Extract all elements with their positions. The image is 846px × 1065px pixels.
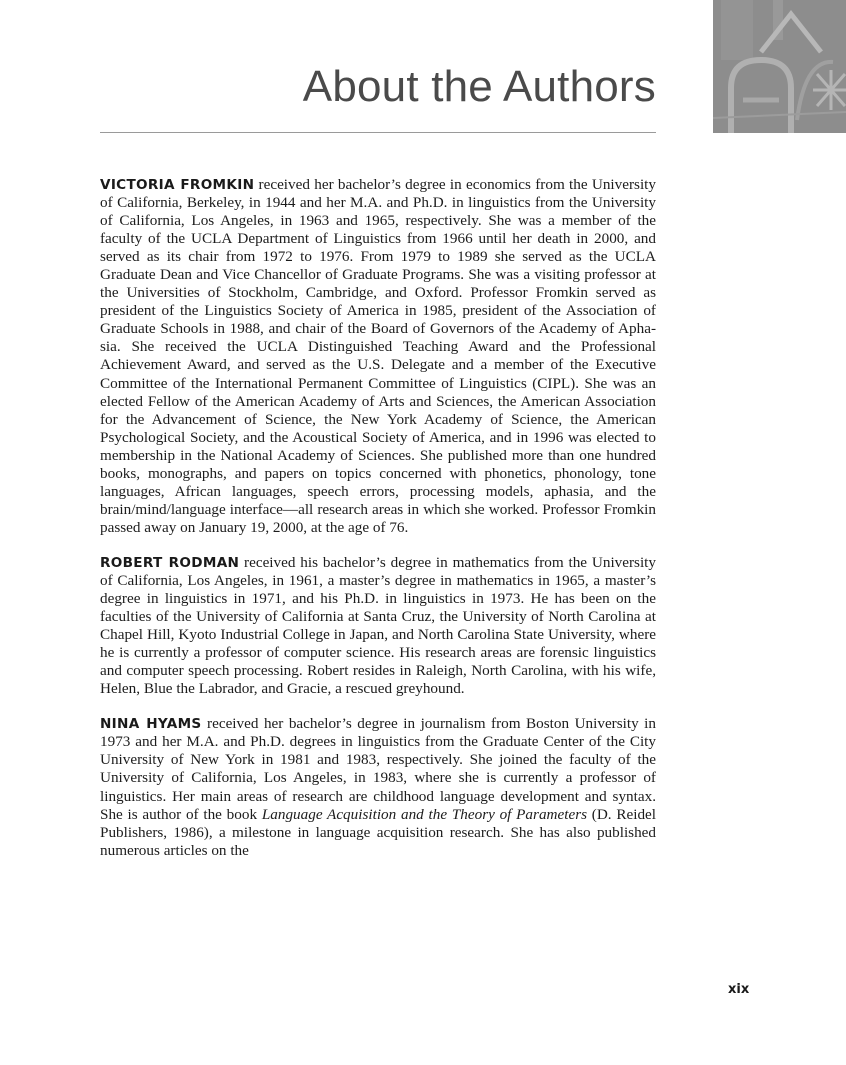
letter-collage-icon (713, 0, 846, 133)
title-divider (100, 132, 656, 133)
bio-text: received her bachelor’s degree in economics from the University of California, Berkeley, in 1944 and her M.A. and Ph.D. in linguistics from the University of California, Los Angeles, in 1963 and 1965, respectively. She was a member of the faculty of the UCLA Department of Linguistics from 1966 until her death in 2000, and served as its chair from 1972 to 1976. From 1979 to 1989 she served as the UCLA Graduate Dean and Vice Chancellor of Graduate Programs. She was a visiting professor at the Universities of Stockholm, Cambridge, and Oxford. Professor Fromkin served as president of the Linguistics Society of America in 1985, president of the Association of Graduate Schools in 1988, and chair of the Board of Governors of the Academy of Aphasia. She received the UCLA Distinguished Teaching Award and the Professional Achievement Award, and served as the U.S. Delegate and a member of the Executive Committee of the International Permanent Committee of Linguistics (CIPL). She was an elected Fellow of the American Academy of Arts and Sciences, the American Association for the Advancement of Science, the New York Academy of Science, the American Psychological Society, and the Acoustical Society of America, and in 1996 was elected to membership in the National Academy of Sciences. She published more than one hundred books, monographs, and papers on topics concerned with phonetics, phonology, tone languages, African languages, speech errors, processing models, aphasia, and the brain/mind/language interface—all research areas in which she worked. Professor Fromkin passed away on January 19, 2000, at the age of 76. (100, 176, 656, 536)
page-number: xix (728, 982, 750, 997)
bio-robert-rodman (100, 554, 656, 698)
book-title: Language Acquisition and the Theory of Parameters (261, 805, 588, 823)
bio-text: (D. Reidel Publishers, 1986), a milestone in language acquisition research. She has also published numerous articles on the (100, 805, 657, 859)
page-title: About the Authors (302, 62, 656, 111)
author-name: NINA HYAMS (100, 716, 202, 733)
bio-text: received his bachelor’s degree in mathematics from the University of California, Los Angeles, in 1961, a master’s degree in mathematics in 1965, a master’s degree in linguistics in 1971, and his Ph.D. in linguistics in 1973. He has been on the faculties of the University of California at Santa Cruz, the University of North Carolina at Chapel Hill, Kyoto Industrial College in Japan, and North Carolina State University, where he is currently a professor of computer science. His research areas are forensic linguistics and computer speech processing. Robert resides in Raleigh, North Carolina, with his wife, Helen, Blue the Labrador, and Gracie, a rescued greyhound. (100, 553, 656, 698)
author-bios (100, 176, 656, 877)
author-name: VICTORIA FROMKIN (100, 177, 255, 193)
bio-nina-hyams (100, 715, 656, 859)
bio-victoria-fromkin (100, 176, 656, 537)
bio-text: received her bachelor’s degree in journalism from Boston University in 1973 and her M.A. and Ph.D. degrees in linguistics from the Graduate Center of the City University of New York in 1981 and 1983, respectively. She joined the faculty of the University of California, Los Angeles, in 1983, where she is currently a professor of linguistics. Her main areas of research are childhood language development and syntax. She is author of the book (100, 715, 656, 823)
author-name: ROBERT RODMAN (100, 554, 240, 571)
corner-letter-art (713, 0, 846, 133)
